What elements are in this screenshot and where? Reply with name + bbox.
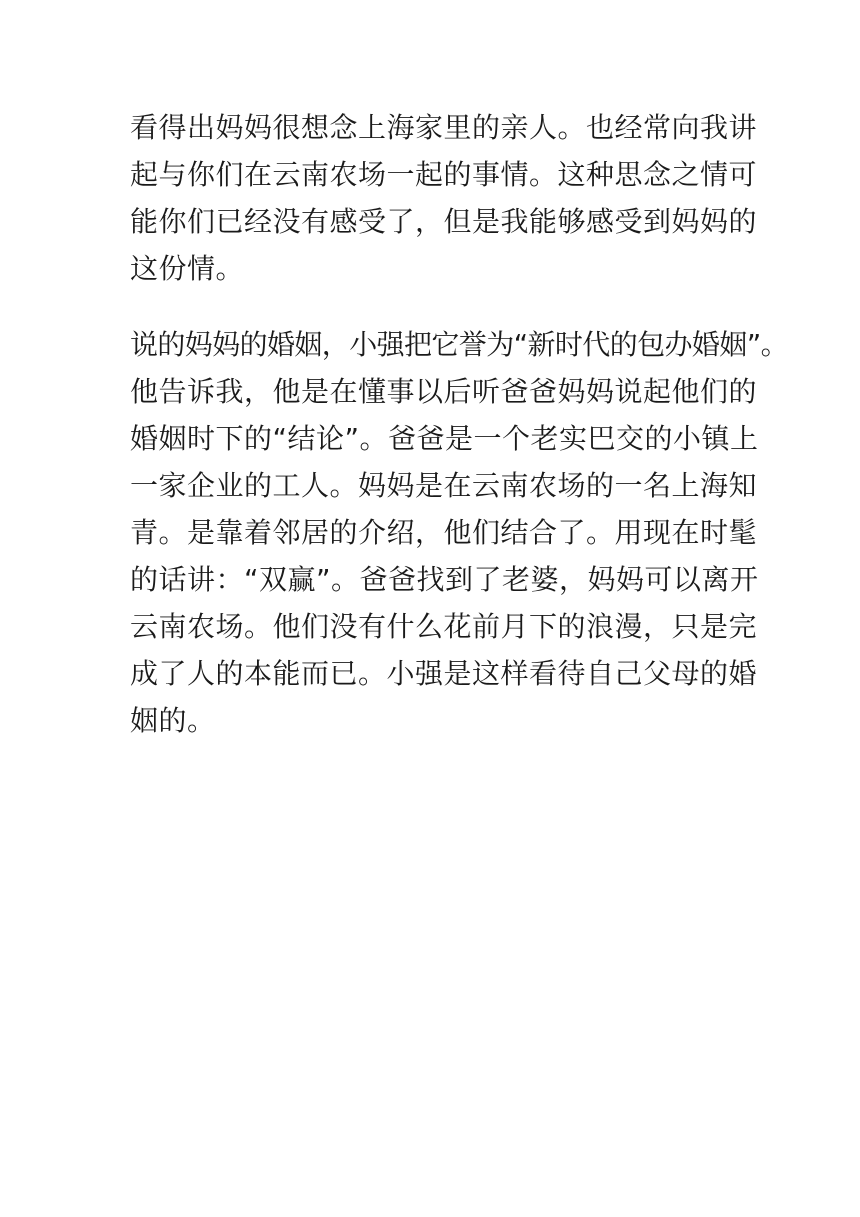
text-line: 青。是靠着邻居的介绍，他们结合了。用现在时髦	[130, 516, 758, 549]
body-text	[130, 104, 789, 773]
text-line: 能你们已经没有感受了，但是我能够感受到妈妈的	[130, 205, 758, 238]
text-line: 看得出妈妈很想念上海家里的亲人。也经常向我讲	[130, 111, 758, 144]
text-line: 婚姻时下的“结论”。爸爸是一个老实巴交的小镇上	[130, 422, 759, 455]
text-line: 说的妈妈的婚姻，小强把它誉为“新时代的包办婚姻”。	[130, 328, 789, 361]
paragraph-1	[130, 104, 758, 292]
text-line: 云南农场。他们没有什么花前月下的浪漫，只是完	[130, 610, 758, 643]
text-line: 成了人的本能而已。小强是这样看待自己父母的婚	[130, 657, 758, 690]
text-line: 的话讲：“双赢”。爸爸找到了老婆，妈妈可以离开	[130, 563, 759, 596]
text-line: 他告诉我，他是在懂事以后听爸爸妈妈说起他们的	[130, 375, 758, 408]
text-line: 这份情。	[130, 252, 245, 285]
text-line: 姻的。	[130, 704, 216, 737]
text-line: 起与你们在云南农场一起的事情。这种思念之情可	[130, 158, 758, 191]
paragraph-2	[130, 321, 789, 744]
text-line: 一家企业的工人。妈妈是在云南农场的一名上海知	[130, 469, 758, 502]
